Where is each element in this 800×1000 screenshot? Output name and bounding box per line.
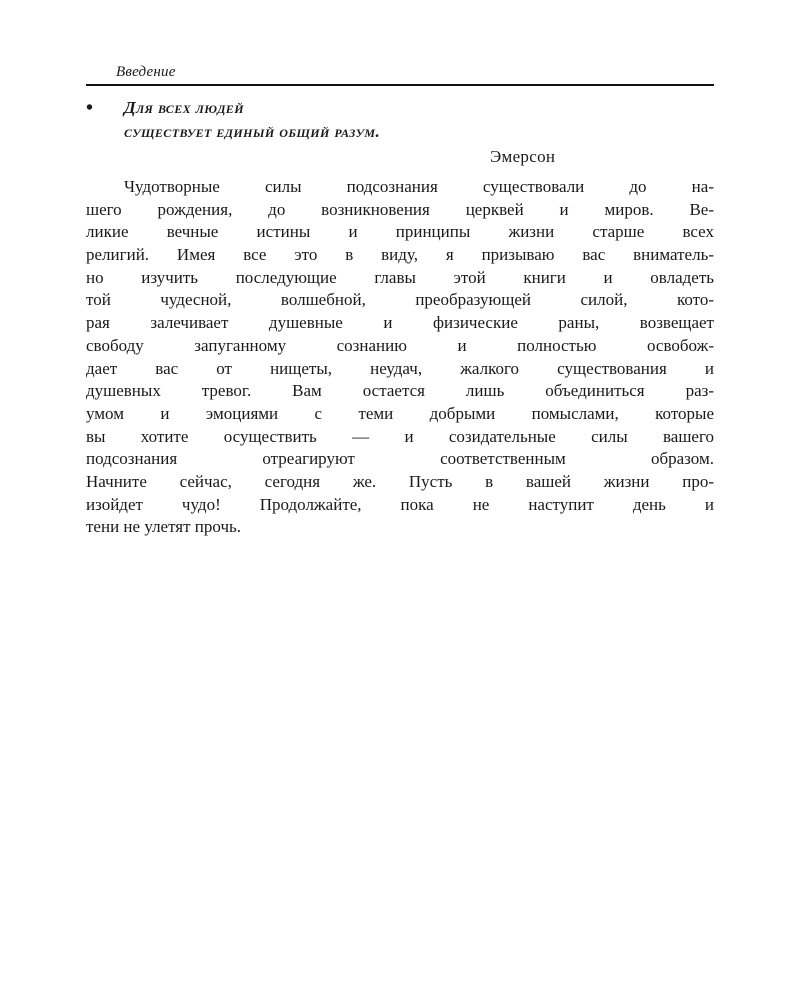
text-line: подсознания отреагируют соответственным образом. [86,449,714,469]
text-line: умом и эмоциями с теми добрыми помыслами, которые [86,403,714,423]
header-dash [86,84,108,86]
text-line: свободу запуганному сознанию и полностью освобож- [86,335,714,355]
text-line: религий. Имея все это в виду, я призываю вас вниматель- [86,245,714,265]
text-line: душевных тревог. Вам остается лишь объединиться раз- [86,381,714,401]
running-header [86,62,714,86]
text-line: Чудотворные силы подсознания существовали до на- [124,177,714,196]
text-line: той чудесной, волшебной, преобразующей силой, кото- [86,290,714,310]
text-line: вы хотите осуществить — и созидательные силы вашего [86,426,714,446]
text-line: дает вас от нищеты, неудач, жалкого существования и [86,358,714,378]
text-line: ликие вечные истины и принципы жизни старше всех [86,222,714,242]
text-line: но изучить последующие главы этой книги и овладеть [86,267,714,287]
text-line: изойдет чудо! Продолжайте, пока не наступит день и [86,494,714,514]
text-line: шего рождения, до возникновения церквей и миров. Ве- [86,199,714,219]
epigraph-line: Для всех людей [124,98,244,117]
body-paragraph [86,176,714,539]
text-line: тени не улетят прочь. [86,517,242,537]
epigraph-line: существует единый общий разум. [124,122,381,141]
epigraph-author: Эмерсон [490,147,556,166]
text-line: Начните сейчас, сегодня же. Пусть в вашей жизни про- [86,471,714,491]
bullet-icon: • [86,97,94,119]
text-line: рая залечивает душевные и физические раны, возвещает [86,313,714,333]
chapter-title: Введение [116,64,176,80]
